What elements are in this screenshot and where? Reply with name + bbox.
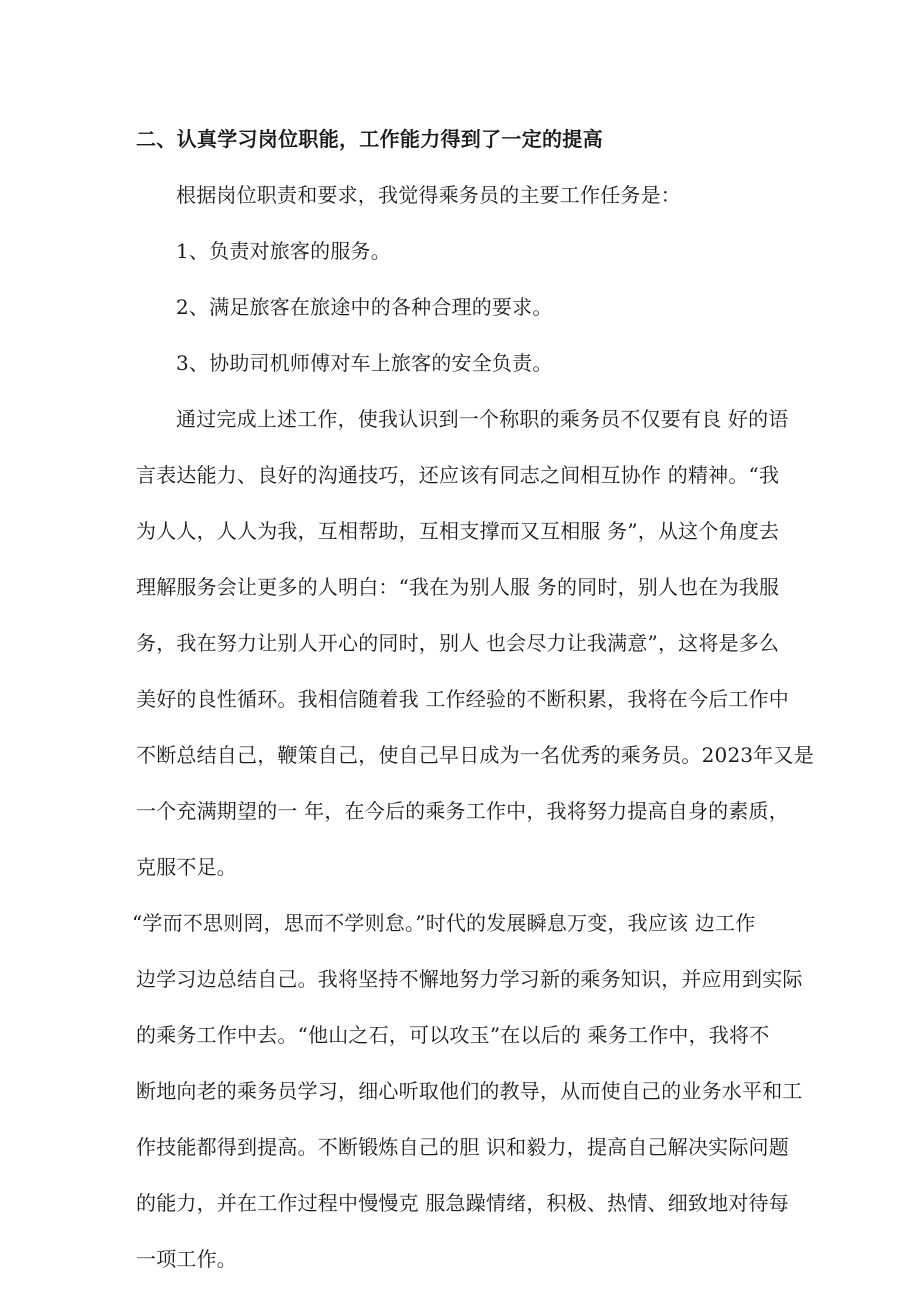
paragraph1-line: 理解服务会让更多的人明白：“我在为别人服 务的同时，别人也在为我服 xyxy=(136,575,780,599)
paragraph2-line: “学而不思则罔，思而不学则怠。”时代的发展瞬息万变，我应该 边工作 xyxy=(132,911,756,935)
paragraph1-line: 言表达能力、良好的沟通技巧，还应该有同志之间相互协作 的精神。“我 xyxy=(136,463,780,487)
task-item-3: 3、协助司机师傅对车上旅客的安全负责。 xyxy=(176,351,553,375)
task-item-1: 1、负责对旅客的服务。 xyxy=(176,239,391,263)
task-item-2: 2、满足旅客在旅途中的各种合理的要求。 xyxy=(176,295,553,319)
intro-line: 根据岗位职责和要求，我觉得乘务员的主要工作任务是： xyxy=(176,183,681,207)
paragraph1-line: 通过完成上述工作，使我认识到一个称职的乘务员不仅要有良 好的语 xyxy=(176,407,789,431)
paragraph1-line: 一个充满期望的一 年，在今后的乘务工作中，我将努力提高自身的素质， xyxy=(136,799,789,823)
paragraph1-line: 克服不足。 xyxy=(136,855,237,879)
paragraph1-line: 为人人，人人为我，互相帮助，互相支撑而又互相服 务”，从这个角度去 xyxy=(136,519,780,543)
paragraph2-line: 断地向老的乘务员学习，细心听取他们的教导，从而使自己的业务水平和工 xyxy=(136,1079,803,1103)
paragraph1-line: 务，我在努力让别人开心的同时，别人 也会尽力让我满意”，这将是多么 xyxy=(136,631,780,655)
paragraph2-line: 作技能都得到提高。不断锻炼自己的胆 识和毅力，提高自己解决实际问题 xyxy=(136,1135,789,1159)
paragraph1-line: 不断总结自己，鞭策自己，使自己早日成为一名优秀的乘务员。2023年又是 xyxy=(136,743,814,767)
paragraph1-line: 美好的良性循环。我相信随着我 工作经验的不断积累，我将在今后工作中 xyxy=(136,687,789,711)
paragraph2-line: 一项工作。 xyxy=(136,1247,237,1271)
paragraph2-line: 的乘务工作中去。“他山之石，可以攻玉”在以后的 乘务工作中，我将不 xyxy=(136,1023,770,1047)
section-heading: 二、认真学习岗位职能，工作能力得到了一定的提高 xyxy=(136,127,603,151)
paragraph2-line: 的能力，并在工作过程中慢慢克 服急躁情绪，积极、热情、细致地对待每 xyxy=(136,1191,789,1215)
paragraph2-line: 边学习边总结自己。我将坚持不懈地努力学习新的乘务知识，并应用到实际 xyxy=(136,967,803,991)
